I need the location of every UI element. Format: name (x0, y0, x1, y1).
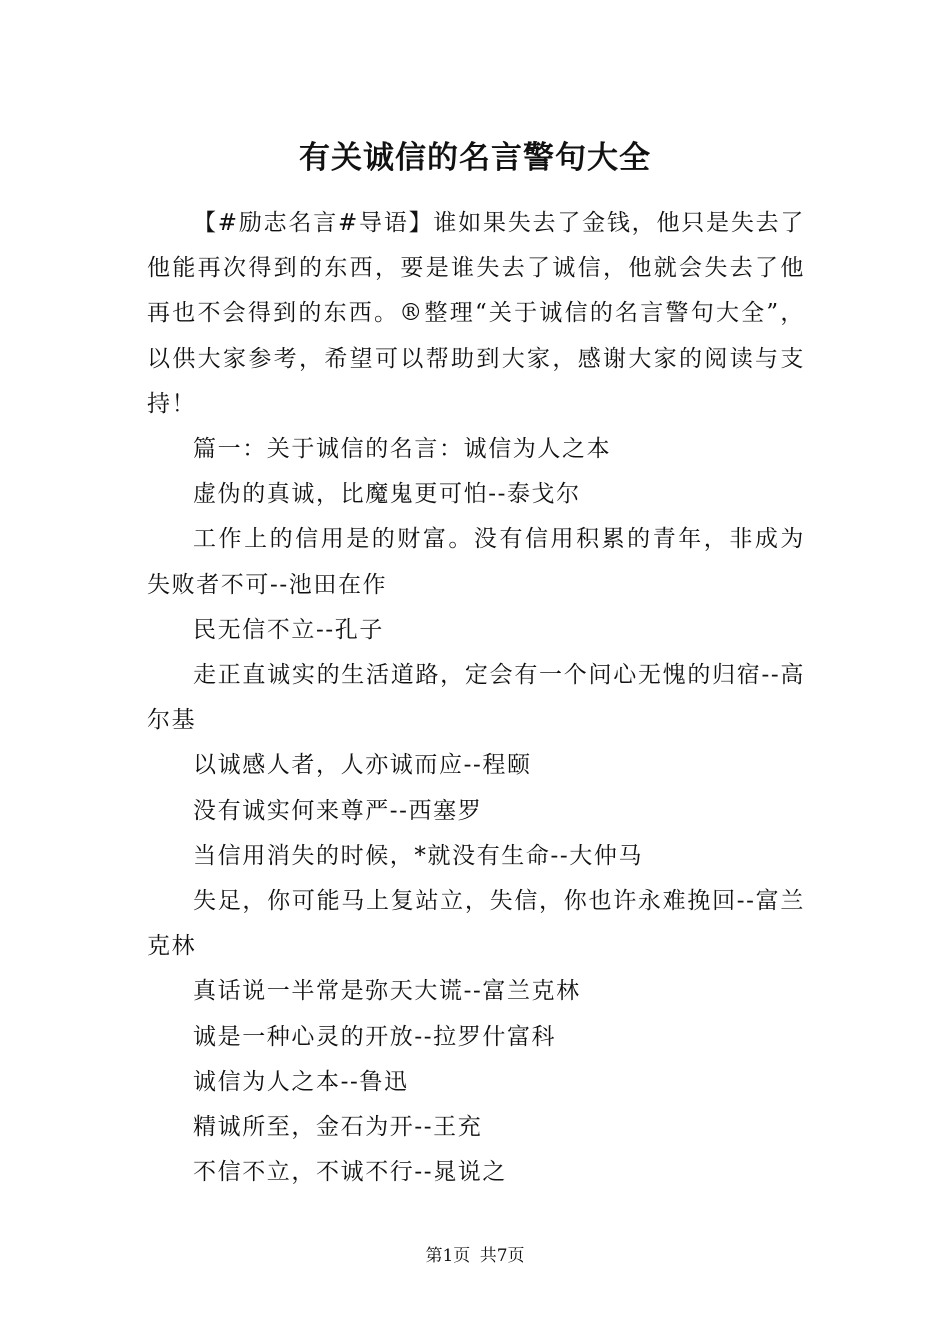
quote-paragraph: 诚信为人之本--鲁迅 (193, 1068, 409, 1095)
quote-paragraph: 当信用消失的时候，*就没有生命--大仲马 (193, 842, 644, 869)
quote-paragraph: 工作上的信用是的财富。没有信用积累的青年，非成为失败者不可--池田在作 (147, 526, 805, 598)
quote-paragraph: 精诚所至，金石为开--王充 (193, 1114, 483, 1141)
quote-paragraph: 虚伪的真诚，比魔鬼更可怕--泰戈尔 (193, 481, 581, 508)
page-number: 第1页 (425, 1246, 471, 1266)
page-footer (0, 1244, 950, 1268)
document-title: 有关诚信的名言警句大全 (299, 140, 651, 176)
quote-paragraph: 走正直诚实的生活道路，定会有一个问心无愧的归宿--高尔基 (147, 662, 805, 734)
quote-paragraph: 失足，你可能马上复站立，失信，你也许永难挽回--富兰克林 (147, 888, 805, 960)
quote-paragraph: 不信不立，不诚不行--晁说之 (193, 1159, 507, 1186)
quote-paragraph: 民无信不立--孔子 (193, 616, 384, 643)
intro-paragraph: 【#励志名言#导语】谁如果失去了金钱，他只是失去了他能再次得到的东西，要是谁失去了诚信，他就会失去了他再也不会得到的东西。®整理“关于诚信的名言警句大全”，以供大家参考，希望可以帮助到大家，感谢大家的阅读与支持！ (147, 210, 805, 417)
quote-paragraph: 没有诚实何来尊严--西塞罗 (193, 797, 483, 824)
quote-paragraph: 诚是一种心灵的开放--拉罗什富科 (193, 1023, 557, 1050)
quote-paragraph: 真话说一半常是弥天大谎--富兰克林 (193, 978, 581, 1005)
section-heading: 篇一：关于诚信的名言：诚信为人之本 (193, 436, 612, 463)
document-body (147, 201, 805, 1195)
quote-paragraph: 以诚感人者，人亦诚而应--程颐 (193, 752, 532, 779)
page-total: 共7页 (479, 1246, 525, 1266)
